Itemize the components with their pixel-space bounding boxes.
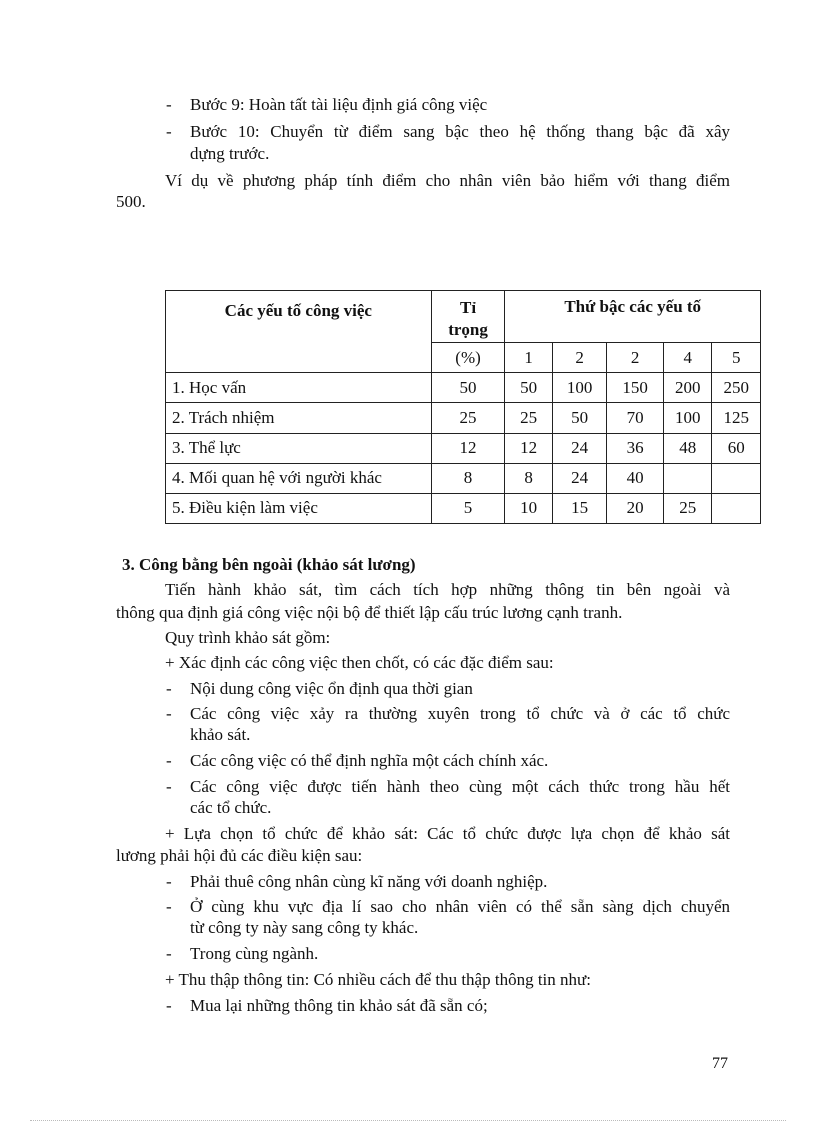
level-cell: 50	[552, 403, 607, 433]
header-weight: Tỉ trọng	[431, 291, 505, 343]
collect-item: Mua lại những thông tin khảo sát đã sẵn có;	[190, 996, 488, 1015]
factor-weight: 8	[431, 463, 505, 493]
key-job-item-continued: khảo sát.	[190, 725, 251, 744]
key-job-item: Các công việc xảy ra thường xuyên trong tổ chức và ở các tổ chức	[190, 704, 730, 723]
header-weight-unit: (%)	[431, 343, 505, 373]
footer-divider	[30, 1120, 786, 1121]
level-cell: 8	[505, 463, 552, 493]
select-item: Ở cùng khu vực địa lí sao cho nhân viên có thể sẵn sàng dịch chuyển	[190, 897, 730, 916]
step-10-line-2: dựng trước.	[190, 144, 270, 163]
factor-name: 1. Học vấn	[166, 373, 432, 403]
header-level: 2	[607, 343, 664, 373]
step-9-text: Bước 9: Hoàn tất tài liệu định giá công việc	[190, 95, 488, 114]
key-job-item-continued: các tổ chức.	[190, 798, 272, 817]
section-3-intro-line-1: Tiến hành khảo sát, tìm cách tích hợp những thông tin bên ngoài và	[165, 580, 730, 599]
level-cell: 36	[607, 433, 664, 463]
example-paragraph-line-1: Ví dụ về phương pháp tính điểm cho nhân viên bảo hiểm với thang điểm	[165, 171, 730, 190]
table-row	[166, 463, 761, 493]
factor-weight: 50	[431, 373, 505, 403]
factor-name: 2. Trách nhiệm	[166, 403, 432, 433]
level-cell: 24	[552, 463, 607, 493]
header-level: 4	[663, 343, 711, 373]
level-cell: 200	[663, 373, 711, 403]
factor-name: 3. Thể lực	[166, 433, 432, 463]
page-number: 77	[712, 1055, 728, 1072]
collect-title: + Thu thập thông tin: Có nhiều cách để thu thập thông tin như:	[165, 970, 591, 989]
bullet-dash: -	[166, 944, 172, 963]
select-org-line-1: + Lựa chọn tổ chức để khảo sát: Các tổ chức được lựa chọn để khảo sát	[165, 824, 730, 843]
level-cell: 150	[607, 373, 664, 403]
factor-name: 5. Điều kiện làm việc	[166, 493, 432, 523]
level-cell: 250	[712, 373, 761, 403]
bullet-dash: -	[166, 872, 172, 891]
level-cell: 24	[552, 433, 607, 463]
section-3-intro-line-2: thông qua định giá công việc nội bộ để thiết lập cấu trúc lương cạnh tranh.	[116, 603, 623, 622]
step-10-line-1: Bước 10: Chuyển từ điểm sang bậc theo hệ thống thang bậc đã xây	[190, 122, 730, 141]
factor-weight: 12	[431, 433, 505, 463]
process-title: Quy trình khảo sát gồm:	[165, 628, 331, 647]
bullet-dash: -	[166, 95, 172, 114]
level-cell: 20	[607, 493, 664, 523]
header-level: 5	[712, 343, 761, 373]
level-cell: 25	[663, 493, 711, 523]
header-level: 2	[552, 343, 607, 373]
table-row	[166, 433, 761, 463]
select-item: Trong cùng ngành.	[190, 944, 319, 963]
bullet-dash: -	[166, 777, 172, 796]
factor-weight: 25	[431, 403, 505, 433]
level-cell: 50	[505, 373, 552, 403]
level-cell: 125	[712, 403, 761, 433]
level-cell	[663, 463, 711, 493]
level-cell: 100	[663, 403, 711, 433]
select-item: Phải thuê công nhân cùng kĩ năng với doanh nghiệp.	[190, 872, 548, 891]
bullet-dash: -	[166, 122, 172, 141]
key-job-item: Các công việc được tiến hành theo cùng một cách thức trong hầu hết	[190, 777, 730, 796]
level-cell	[712, 463, 761, 493]
level-cell: 60	[712, 433, 761, 463]
key-jobs-title: + Xác định các công việc then chốt, có các đặc điểm sau:	[165, 653, 554, 672]
level-cell: 70	[607, 403, 664, 433]
key-job-item: Nội dung công việc ổn định qua thời gian	[190, 679, 473, 698]
factor-weight: 5	[431, 493, 505, 523]
level-cell: 100	[552, 373, 607, 403]
factor-name: 4. Mối quan hệ với người khác	[166, 463, 432, 493]
level-cell: 15	[552, 493, 607, 523]
header-factor: Các yếu tố công việc	[166, 291, 432, 373]
level-cell: 25	[505, 403, 552, 433]
section-3-heading: 3. Công bằng bên ngoài (khảo sát lương)	[122, 555, 416, 574]
header-levels-title: Thứ bậc các yếu tố	[505, 291, 761, 343]
level-cell	[712, 493, 761, 523]
bullet-dash: -	[166, 751, 172, 770]
level-cell: 12	[505, 433, 552, 463]
key-job-item: Các công việc có thể định nghĩa một cách chính xác.	[190, 751, 549, 770]
table-row	[166, 373, 761, 403]
select-org-line-2: lương phải hội đủ các điều kiện sau:	[116, 846, 363, 865]
bullet-dash: -	[166, 679, 172, 698]
bullet-dash: -	[166, 704, 172, 723]
level-cell: 48	[663, 433, 711, 463]
example-paragraph-line-2: 500.	[116, 192, 146, 211]
job-factor-points-table	[165, 290, 761, 524]
header-level: 1	[505, 343, 552, 373]
level-cell: 10	[505, 493, 552, 523]
level-cell: 40	[607, 463, 664, 493]
table-row	[166, 403, 761, 433]
select-item-continued: từ công ty này sang công ty khác.	[190, 918, 419, 937]
bullet-dash: -	[166, 996, 172, 1015]
table-row	[166, 493, 761, 523]
bullet-dash: -	[166, 897, 172, 916]
